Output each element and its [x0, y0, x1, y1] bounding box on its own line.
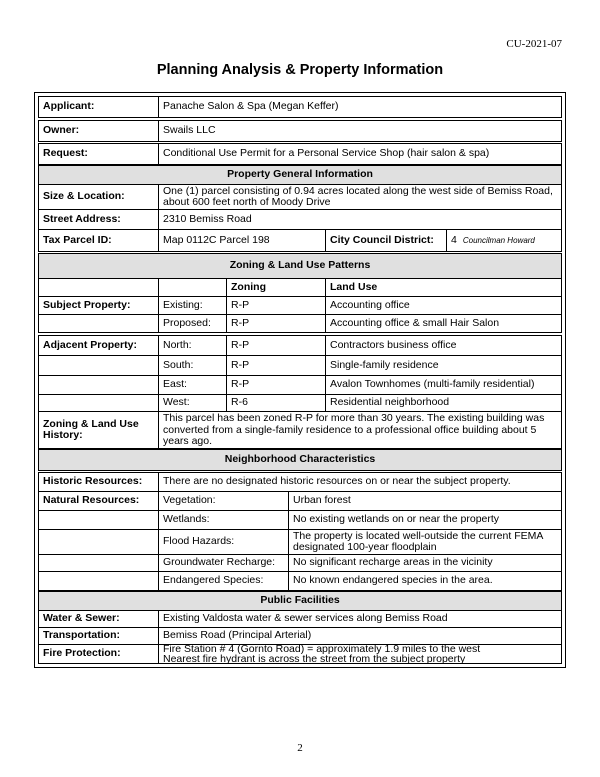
- subject-proposed-zoning: R-P: [226, 314, 326, 333]
- adjacent-north-type: North:: [158, 335, 227, 356]
- natural-blank-3: [38, 554, 159, 572]
- groundwater-type: Groundwater Recharge:: [158, 554, 289, 572]
- street-address-label: Street Address:: [38, 209, 159, 230]
- adjacent-north-land-use: Contractors business office: [325, 335, 562, 356]
- zoning-history-label: Zoning & Land Use History:: [38, 411, 159, 449]
- subject-proposed-type: Proposed:: [158, 314, 227, 333]
- document-id: CU-2021-07: [506, 38, 562, 50]
- size-location-value: One (1) parcel consisting of 0.94 acres located along the west side of Bemiss Road, about 600 feet north of Moody Drive: [158, 184, 562, 210]
- endangered-species-value: No known endangered species in the area.: [288, 571, 562, 591]
- adjacent-property-label: Adjacent Property:: [38, 335, 159, 356]
- council-district-number: 4: [451, 233, 457, 246]
- subject-existing-type: Existing:: [158, 296, 227, 315]
- subject-existing-land-use: Accounting office: [325, 296, 562, 315]
- adjacent-blank-1: [38, 355, 159, 376]
- subject-property-blank: [38, 314, 159, 333]
- fire-protection-value: [158, 644, 562, 664]
- subject-existing-zoning: R-P: [226, 296, 326, 315]
- flood-hazards-type: Flood Hazards:: [158, 529, 289, 555]
- page-number: 2: [297, 742, 303, 754]
- vegetation-type: Vegetation:: [158, 491, 289, 511]
- tax-parcel-value: Map 0112C Parcel 198: [158, 229, 326, 252]
- section-public-header: Public Facilities: [38, 591, 562, 611]
- size-location-label: Size & Location:: [38, 184, 159, 210]
- council-district-value: [446, 229, 562, 252]
- land-use-header: Land Use: [325, 278, 562, 297]
- vegetation-value: Urban forest: [288, 491, 562, 511]
- zoning-history-value: This parcel has been zoned R-P for more than 30 years. The existing building was converted from a single-family residence to a professional office building about 5 years ago.: [158, 411, 562, 449]
- adjacent-blank-3: [38, 394, 159, 412]
- zoning-header-type-blank: [158, 278, 227, 297]
- street-address-value: 2310 Bemiss Road: [158, 209, 562, 230]
- historic-resources-label: Historic Resources:: [38, 472, 159, 492]
- adjacent-south-zoning: R-P: [226, 355, 326, 376]
- council-member: Councilman Howard: [462, 235, 535, 245]
- council-district-label: City Council District:: [325, 229, 447, 252]
- transportation-label: Transportation:: [38, 627, 159, 645]
- section-neighborhood-header: Neighborhood Characteristics: [38, 449, 562, 471]
- owner-label: Owner:: [38, 120, 159, 142]
- water-sewer-label: Water & Sewer:: [38, 610, 159, 628]
- wetlands-value: No existing wetlands on or near the property: [288, 510, 562, 530]
- subject-property-label: Subject Property:: [38, 296, 159, 315]
- wetlands-type: Wetlands:: [158, 510, 289, 530]
- adjacent-north-zoning: R-P: [226, 335, 326, 356]
- owner-value: Swails LLC: [158, 120, 562, 142]
- applicant-value: Panache Salon & Spa (Megan Keffer): [158, 96, 562, 118]
- section-zoning-header: Zoning & Land Use Patterns: [38, 253, 562, 279]
- section-general-header: Property General Information: [38, 165, 562, 185]
- natural-blank-2: [38, 529, 159, 555]
- adjacent-east-land-use: Avalon Townhomes (multi-family residential): [325, 375, 562, 395]
- zoning-header: Zoning: [226, 278, 326, 297]
- historic-resources-value: There are no designated historic resources on or near the subject property.: [158, 472, 562, 492]
- water-sewer-value: Existing Valdosta water & sewer services along Bemiss Road: [158, 610, 562, 628]
- transportation-value: Bemiss Road (Principal Arterial): [158, 627, 562, 645]
- natural-blank-4: [38, 571, 159, 591]
- property-info-table: [34, 92, 566, 668]
- adjacent-west-zoning: R-6: [226, 394, 326, 412]
- adjacent-south-land-use: Single-family residence: [325, 355, 562, 376]
- natural-resources-label: Natural Resources:: [38, 491, 159, 511]
- groundwater-value: No significant recharge areas in the vicinity: [288, 554, 562, 572]
- subject-proposed-land-use: Accounting office & small Hair Salon: [325, 314, 562, 333]
- natural-blank-1: [38, 510, 159, 530]
- zoning-header-blank: [38, 278, 159, 297]
- endangered-species-type: Endangered Species:: [158, 571, 289, 591]
- fire-protection-line-2: Nearest fire hydrant is across the street from the subject property: [163, 653, 466, 664]
- adjacent-west-land-use: Residential neighborhood: [325, 394, 562, 412]
- request-value: Conditional Use Permit for a Personal Service Shop (hair salon & spa): [158, 143, 562, 165]
- fire-protection-label: Fire Protection:: [38, 644, 159, 664]
- request-label: Request:: [38, 143, 159, 165]
- adjacent-east-zoning: R-P: [226, 375, 326, 395]
- flood-hazards-value: The property is located well-outside the current FEMA designated 100-year floodplain: [288, 529, 562, 555]
- adjacent-south-type: South:: [158, 355, 227, 376]
- applicant-label: Applicant:: [38, 96, 159, 118]
- fire-protection-line-1: Fire Station # 4 (Gornto Road) = approximately 1.9 miles to the west: [163, 644, 481, 655]
- adjacent-blank-2: [38, 375, 159, 395]
- adjacent-west-type: West:: [158, 394, 227, 412]
- page-title: Planning Analysis & Property Information: [156, 62, 444, 78]
- adjacent-east-type: East:: [158, 375, 227, 395]
- tax-parcel-label: Tax Parcel ID:: [38, 229, 159, 252]
